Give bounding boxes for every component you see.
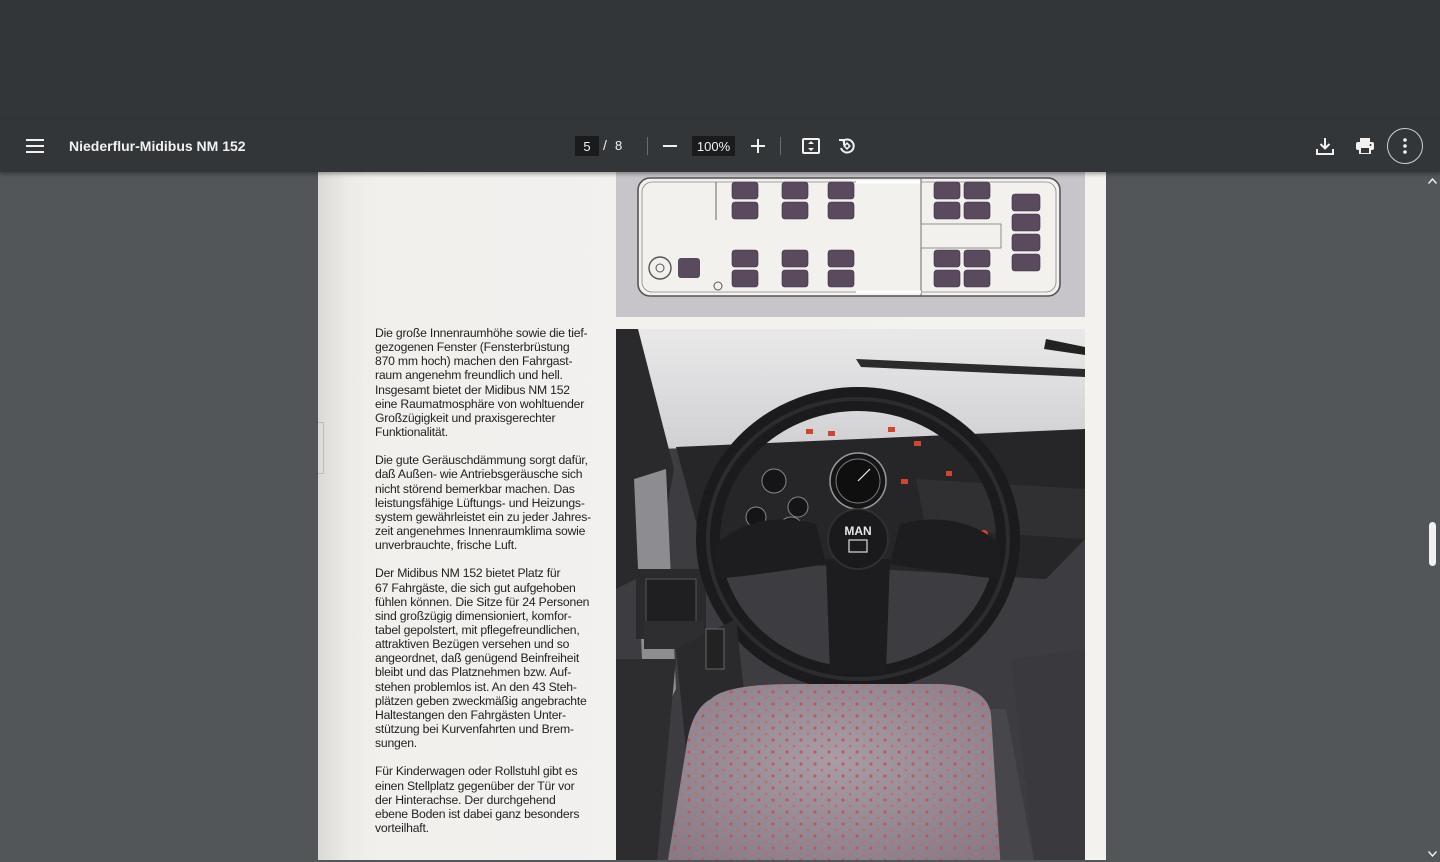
paragraph-interior-height: Die große Innenraumhöhe sowie die tief- gezogenen Fenster (Fensterbrüstung 870 mm hoch) machen den Fahrgast- raum angenehm freundlich und hell. Insgesamt bietet der Midibus NM 152 eine Raumatmosphäre von wohltuender Großzügigkeit und praxisgerechter Funktionalität. (375, 326, 588, 440)
bus-floor-plan-image (616, 172, 1085, 317)
zoom-in-button[interactable] (740, 128, 776, 164)
driver-cockpit-photo (616, 329, 1085, 860)
page-number-input[interactable] (575, 136, 599, 156)
print-button[interactable] (1347, 128, 1383, 164)
fit-to-page-icon (802, 138, 820, 154)
paragraph-wheelchair-space: Für Kinderwagen oder Rollstuhl gibt es einen Stellplatz gegenüber der Tür vor der Hinterachse. Der durchgehend ebene Boden ist dabei ganz besonders vorteilhaft. (375, 764, 580, 835)
page-binding-mark (318, 422, 324, 474)
zoom-input[interactable] (692, 136, 735, 156)
paragraph-noise-insulation: Die gute Geräuschdämmung sorgt dafür, daß Außen- wie Antriebsgeräusche sich nicht störend bemerkbar machen. Das leistungsfähige Lüftungs- und Heizungs- system gewährleistet ein zu jeder Jahres- zeit angenehmes Innenraumklima sowie unverbrauchte, frische Luft. (375, 453, 592, 553)
chevron-down-icon (1428, 844, 1437, 862)
toolbar-divider (780, 137, 781, 155)
pdf-page (318, 172, 1106, 860)
hamburger-menu-icon (26, 139, 44, 153)
download-button[interactable] (1307, 128, 1343, 164)
plus-icon (751, 139, 765, 153)
minus-icon (663, 139, 677, 153)
download-icon (1316, 137, 1334, 155)
pdf-toolbar (0, 120, 1440, 172)
more-actions-button[interactable] (1387, 128, 1423, 164)
print-icon (1356, 138, 1374, 154)
document-text-column (375, 326, 605, 849)
scroll-up-button[interactable] (1425, 172, 1440, 187)
window-top-area (0, 0, 1440, 120)
toolbar-divider (647, 137, 648, 155)
document-title: Niederflur-Midibus NM 152 (69, 138, 246, 154)
page-total: 8 (615, 138, 623, 153)
page-separator: / (603, 137, 607, 153)
rotate-counterclockwise-icon (838, 137, 856, 155)
scrollbar-thumb[interactable] (1429, 522, 1436, 566)
scroll-down-button[interactable] (1425, 845, 1440, 860)
menu-button[interactable] (17, 128, 53, 164)
fit-to-page-button[interactable] (793, 128, 829, 164)
paragraph-passenger-capacity: Der Midibus NM 152 bietet Platz für 67 Fahrgäste, die sich gut aufgehoben fühlen können. Die Sitze für 24 Personen sind großzügig dimensioniert, komfor- tabel gepolstert, mit pflegefreundlichen, attraktiven Bezügen versehen und so angeordnet, daß genügend Beinfreiheit bleibt und das Platznehmen bzw. Auf- stehen problemlos ist. An den 43 Steh- plätzen geben zweckmäßig angebrachte Haltestangen den Fahrgästen Unter- stützung bei Kurvenfahrten und Brem- sungen. (375, 566, 590, 751)
zoom-out-button[interactable] (652, 128, 688, 164)
rotate-button[interactable] (829, 128, 865, 164)
chevron-up-icon (1428, 171, 1437, 189)
more-vertical-icon (1403, 138, 1407, 154)
steering-wheel-logo: MAN (844, 524, 872, 538)
vertical-scrollbar[interactable] (1425, 172, 1440, 860)
document-viewer[interactable] (0, 172, 1440, 860)
